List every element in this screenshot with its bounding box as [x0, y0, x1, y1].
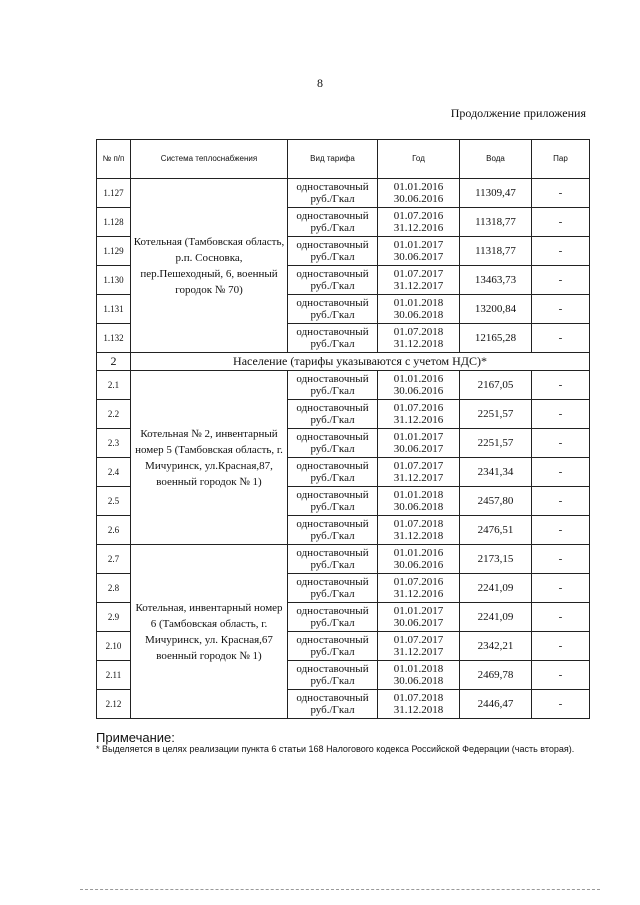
steam-tariff: - [532, 603, 590, 632]
period-to: 31.12.2017 [393, 646, 444, 658]
period [378, 690, 460, 719]
period [378, 371, 460, 400]
period-from: 01.01.2016 [393, 181, 444, 193]
heat-supply-system: Котельная, инвентарный номер 6 (Тамбовская область, г. Мичуринск, ул. Красная,67 военный городок № 1) [131, 545, 288, 719]
period-to: 30.06.2017 [393, 617, 444, 629]
tariff-type [288, 400, 378, 429]
steam-tariff: - [532, 324, 590, 353]
row-number: 2.9 [97, 603, 131, 632]
row-number: 2.11 [97, 661, 131, 690]
page-number: 8 [317, 76, 323, 90]
period-to: 31.12.2018 [393, 338, 444, 350]
period-from: 01.07.2017 [393, 268, 444, 280]
period-to: 31.12.2018 [393, 530, 444, 542]
tariff-type-line2: руб./Гкал [310, 704, 355, 716]
table-header-row [97, 140, 590, 179]
row-number: 1.129 [97, 237, 131, 266]
tariff-type-line2: руб./Гкал [310, 559, 355, 571]
period-from: 01.07.2016 [393, 210, 444, 222]
appendix-continuation-label: Продолжение приложения [450, 106, 586, 120]
period-from: 01.01.2017 [393, 431, 444, 443]
table-body [97, 179, 590, 719]
period [378, 545, 460, 574]
period-from: 01.01.2018 [393, 489, 444, 501]
period-from: 01.07.2018 [393, 326, 444, 338]
water-tariff: 2167,05 [460, 371, 532, 400]
period-from: 01.07.2017 [393, 634, 444, 646]
tariff-type-line1: одноставочный [296, 663, 369, 675]
tariff-type-line1: одноставочный [296, 239, 369, 251]
period [378, 458, 460, 487]
water-tariff: 11309,47 [460, 179, 532, 208]
period-to: 31.12.2016 [393, 414, 444, 426]
water-tariff: 2342,21 [460, 632, 532, 661]
tariff-type-line1: одноставочный [296, 547, 369, 559]
row-number: 2.8 [97, 574, 131, 603]
tariff-type [288, 690, 378, 719]
period-from: 01.01.2016 [393, 547, 444, 559]
tariff-type [288, 295, 378, 324]
water-tariff: 13463,73 [460, 266, 532, 295]
period-to: 30.06.2018 [393, 501, 444, 513]
header-year: Год [378, 140, 460, 179]
tariff-type-line1: одноставочный [296, 576, 369, 588]
steam-tariff: - [532, 487, 590, 516]
period-from: 01.07.2016 [393, 576, 444, 588]
water-tariff: 13200,84 [460, 295, 532, 324]
header-number: № п/п [97, 140, 131, 179]
steam-tariff: - [532, 545, 590, 574]
heat-supply-system: Котельная № 2, инвентарный номер 5 (Тамбовская область, г. Мичуринск, ул.Красная,87, военный городок № 1) [131, 371, 288, 545]
row-number: 2.5 [97, 487, 131, 516]
table-row [97, 179, 590, 208]
table-row [97, 371, 590, 400]
tariff-type [288, 574, 378, 603]
row-number: 1.128 [97, 208, 131, 237]
steam-tariff: - [532, 690, 590, 719]
period [378, 516, 460, 545]
period [378, 429, 460, 458]
water-tariff: 2241,09 [460, 603, 532, 632]
tariff-type [288, 266, 378, 295]
tariff-type-line1: одноставочный [296, 605, 369, 617]
period [378, 266, 460, 295]
steam-tariff: - [532, 179, 590, 208]
row-number: 1.130 [97, 266, 131, 295]
tariff-type-line2: руб./Гкал [310, 309, 355, 321]
steam-tariff: - [532, 632, 590, 661]
header-tariff-type: Вид тарифа [288, 140, 378, 179]
section-number: 2 [97, 353, 131, 371]
steam-tariff: - [532, 400, 590, 429]
water-tariff: 2241,09 [460, 574, 532, 603]
note-text: * Выделяется в целях реализации пункта 6 статьи 168 Налогового кодекса Российской Федерации (часть вторая). [96, 744, 575, 754]
period [378, 632, 460, 661]
period-from: 01.01.2017 [393, 605, 444, 617]
tariff-type-line2: руб./Гкал [310, 222, 355, 234]
row-number: 2.3 [97, 429, 131, 458]
row-number: 2.7 [97, 545, 131, 574]
period-to: 30.06.2016 [393, 559, 444, 571]
tariff-type-line2: руб./Гкал [310, 193, 355, 205]
tariff-table [96, 139, 590, 719]
steam-tariff: - [532, 429, 590, 458]
period [378, 208, 460, 237]
period [378, 295, 460, 324]
bottom-divider [80, 889, 600, 890]
tariff-type-line2: руб./Гкал [310, 588, 355, 600]
tariff-type [288, 179, 378, 208]
tariff-type-line1: одноставочный [296, 373, 369, 385]
water-tariff: 11318,77 [460, 237, 532, 266]
period-to: 30.06.2018 [393, 675, 444, 687]
tariff-type-line2: руб./Гкал [310, 251, 355, 263]
tariff-type-line1: одноставочный [296, 692, 369, 704]
section-row [97, 353, 590, 371]
steam-tariff: - [532, 295, 590, 324]
row-number: 2.1 [97, 371, 131, 400]
period-to: 30.06.2017 [393, 443, 444, 455]
tariff-type [288, 603, 378, 632]
period [378, 324, 460, 353]
tariff-type-line2: руб./Гкал [310, 414, 355, 426]
tariff-type-line2: руб./Гкал [310, 443, 355, 455]
water-tariff: 2173,15 [460, 545, 532, 574]
steam-tariff: - [532, 661, 590, 690]
tariff-type [288, 458, 378, 487]
tariff-type-line1: одноставочный [296, 268, 369, 280]
period-to: 31.12.2016 [393, 222, 444, 234]
period [378, 603, 460, 632]
tariff-type-line1: одноставочный [296, 297, 369, 309]
tariff-type [288, 661, 378, 690]
period [378, 179, 460, 208]
water-tariff: 2469,78 [460, 661, 532, 690]
period [378, 237, 460, 266]
note-title: Примечание: [96, 730, 175, 745]
period-from: 01.01.2018 [393, 297, 444, 309]
tariff-type-line2: руб./Гкал [310, 385, 355, 397]
row-number: 1.132 [97, 324, 131, 353]
tariff-type-line1: одноставочный [296, 634, 369, 646]
period-from: 01.07.2017 [393, 460, 444, 472]
tariff-type [288, 487, 378, 516]
period-to: 30.06.2018 [393, 309, 444, 321]
row-number: 2.12 [97, 690, 131, 719]
tariff-type [288, 516, 378, 545]
heat-supply-system: Котельная (Тамбовская область, р.п. Сосновка, пер.Пешеходный, 6, военный городок № 70) [131, 179, 288, 353]
tariff-type-line1: одноставочный [296, 489, 369, 501]
period-to: 31.12.2018 [393, 704, 444, 716]
steam-tariff: - [532, 458, 590, 487]
steam-tariff: - [532, 237, 590, 266]
water-tariff: 2457,80 [460, 487, 532, 516]
period [378, 400, 460, 429]
tariff-type-line1: одноставочный [296, 326, 369, 338]
tariff-type-line1: одноставочный [296, 460, 369, 472]
tariff-type [288, 208, 378, 237]
tariff-type-line2: руб./Гкал [310, 472, 355, 484]
tariff-type-line2: руб./Гкал [310, 617, 355, 629]
tariff-type-line2: руб./Гкал [310, 530, 355, 542]
water-tariff: 2251,57 [460, 400, 532, 429]
tariff-type [288, 324, 378, 353]
period [378, 661, 460, 690]
period-to: 30.06.2017 [393, 251, 444, 263]
water-tariff: 2446,47 [460, 690, 532, 719]
period-from: 01.07.2018 [393, 692, 444, 704]
water-tariff: 11318,77 [460, 208, 532, 237]
tariff-type-line2: руб./Гкал [310, 280, 355, 292]
steam-tariff: - [532, 516, 590, 545]
steam-tariff: - [532, 208, 590, 237]
row-number: 2.4 [97, 458, 131, 487]
tariff-type-line1: одноставочный [296, 518, 369, 530]
tariff-type [288, 545, 378, 574]
row-number: 1.131 [97, 295, 131, 324]
steam-tariff: - [532, 266, 590, 295]
row-number: 1.127 [97, 179, 131, 208]
steam-tariff: - [532, 371, 590, 400]
period [378, 487, 460, 516]
water-tariff: 2341,34 [460, 458, 532, 487]
row-number: 2.6 [97, 516, 131, 545]
period-from: 01.01.2018 [393, 663, 444, 675]
header-steam: Пар [532, 140, 590, 179]
steam-tariff: - [532, 574, 590, 603]
tariff-type-line2: руб./Гкал [310, 646, 355, 658]
period [378, 574, 460, 603]
tariff-type-line1: одноставочный [296, 210, 369, 222]
row-number: 2.2 [97, 400, 131, 429]
tariff-type-line2: руб./Гкал [310, 675, 355, 687]
tariff-type [288, 429, 378, 458]
tariff-type-line1: одноставочный [296, 402, 369, 414]
period-from: 01.01.2017 [393, 239, 444, 251]
period-to: 30.06.2016 [393, 193, 444, 205]
tariff-type-line2: руб./Гкал [310, 338, 355, 350]
water-tariff: 12165,28 [460, 324, 532, 353]
tariff-type-line2: руб./Гкал [310, 501, 355, 513]
period-to: 31.12.2016 [393, 588, 444, 600]
tariff-type-line1: одноставочный [296, 431, 369, 443]
row-number: 2.10 [97, 632, 131, 661]
period-to: 30.06.2016 [393, 385, 444, 397]
tariff-type [288, 371, 378, 400]
period-from: 01.07.2018 [393, 518, 444, 530]
tariff-type [288, 237, 378, 266]
header-water: Вода [460, 140, 532, 179]
water-tariff: 2476,51 [460, 516, 532, 545]
table-row [97, 545, 590, 574]
period-from: 01.07.2016 [393, 402, 444, 414]
period-from: 01.01.2016 [393, 373, 444, 385]
header-system: Система теплоснабжения [131, 140, 288, 179]
section-title: Население (тарифы указываются с учетом НДС)* [131, 353, 590, 371]
period-to: 31.12.2017 [393, 472, 444, 484]
tariff-type [288, 632, 378, 661]
water-tariff: 2251,57 [460, 429, 532, 458]
tariff-type-line1: одноставочный [296, 181, 369, 193]
period-to: 31.12.2017 [393, 280, 444, 292]
